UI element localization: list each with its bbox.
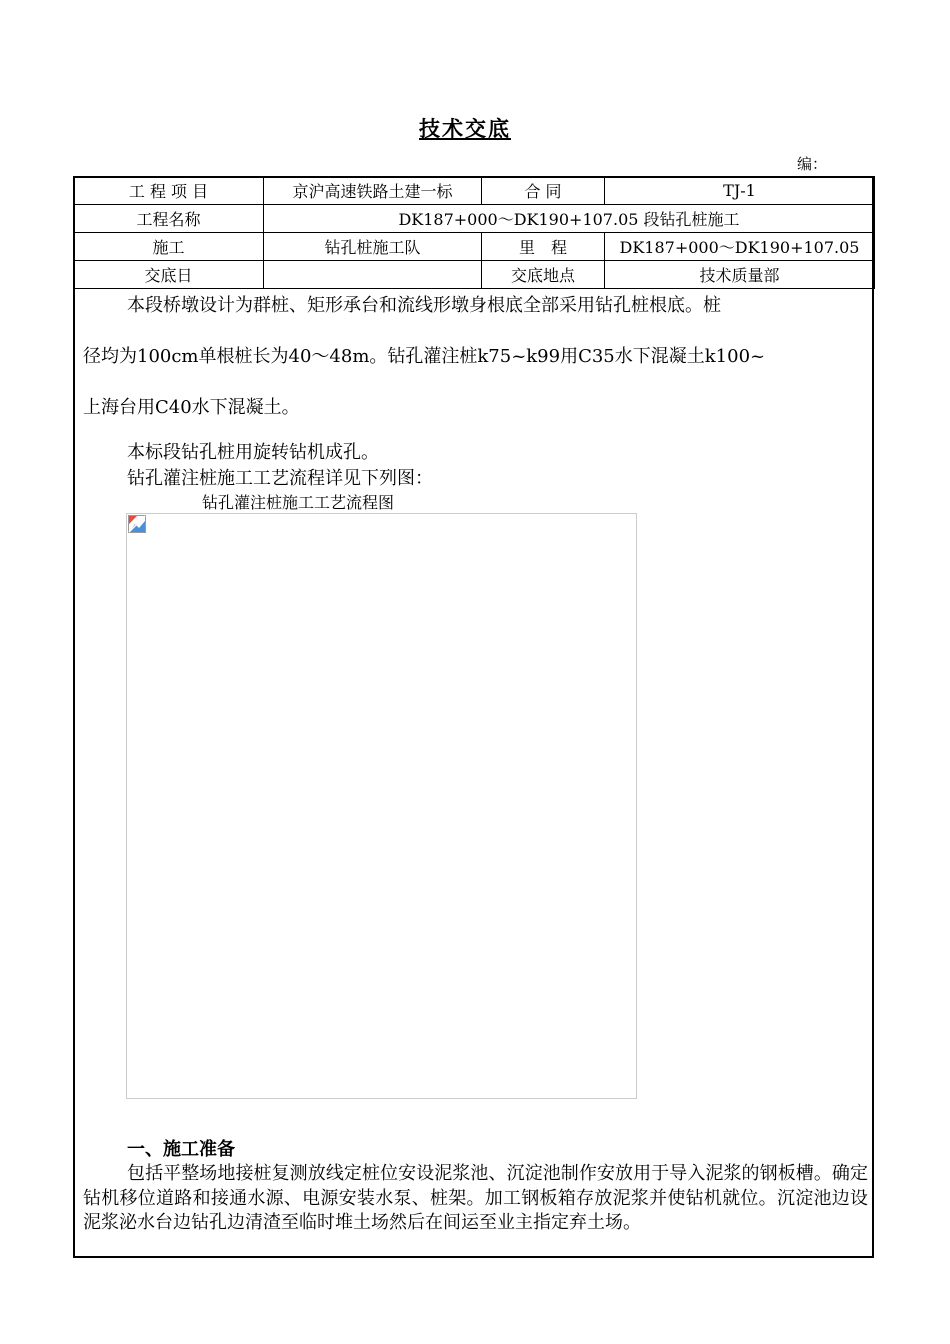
figure-caption: 钻孔灌注桩施工工艺流程图 (202, 493, 395, 512)
section-body-preparation: 包括平整场地接桩复测放线定桩位安设泥浆池、沉淀池制作安放用于导入泥浆的钢板槽。确定钻机移位道路和接通水源、电源安装水泵、桩架。加工钢板箱存放泥浆并使钻机就位。沉淀池边设泥浆泌水台边钻孔边清渣至临时堆土场然后在间运至业主指定弃土场。 (83, 1163, 868, 1233)
table-row (74, 205, 875, 233)
mileage-label: 里 程 (482, 233, 605, 261)
handover-location-value: 技术质量部 (605, 261, 875, 289)
info-table (73, 176, 875, 289)
intro-line-3: 上海台用C40水下混凝土。 (83, 397, 300, 418)
broken-image-icon (128, 515, 146, 533)
handover-date-value (264, 261, 482, 289)
contract-value: TJ-1 (605, 177, 875, 205)
intro-line-2: 径均为100cm单根桩长为40～48m。钻孔灌注桩k75~k99用C35水下混凝土k100~ (83, 346, 766, 367)
para-flow: 钻孔灌注桩施工工艺流程详见下列图： (127, 468, 433, 489)
table-row (74, 177, 875, 205)
project-item-value: 京沪高速铁路土建一标 (264, 177, 482, 205)
construction-team-value: 钻孔桩施工队 (264, 233, 482, 261)
handover-location-label: 交底地点 (482, 261, 605, 289)
document-title: 技术交底 (419, 116, 511, 141)
construction-label: 施工 (74, 233, 264, 261)
project-name-label: 工程名称 (74, 205, 264, 233)
handover-date-label: 交底日 (74, 261, 264, 289)
table-row (74, 233, 875, 261)
contract-label: 合 同 (482, 177, 605, 205)
mileage-value: DK187+000～DK190+107.05 (605, 233, 875, 261)
table-row (74, 261, 875, 289)
flowchart-image (126, 513, 637, 1099)
para-rig: 本标段钻孔桩用旋转钻机成孔。 (127, 442, 379, 463)
editor-label: 编： (797, 155, 828, 173)
section-heading-preparation: 一、施工准备 (127, 1139, 235, 1160)
project-name-value: DK187+000～DK190+107.05 段钻孔桩施工 (264, 205, 875, 233)
project-item-label: 工 程 项 目 (74, 177, 264, 205)
intro-line-1: 本段桥墩设计为群桩、矩形承台和流线形墩身根底全部采用钻孔桩根底。桩 (127, 295, 721, 316)
